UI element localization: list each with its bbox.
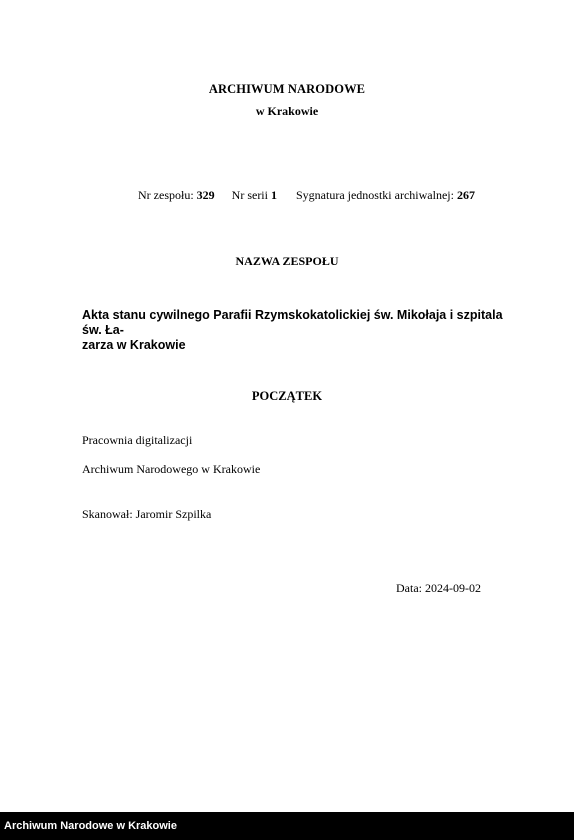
start-heading: POCZĄTEK <box>251 389 323 403</box>
series-number-label: Nr serii <box>231 188 268 202</box>
archive-city-heading: w Krakowie <box>255 104 319 118</box>
digitization-studio-text: Pracownia digitalizacji <box>82 433 193 447</box>
scan-date: Data: 2024-09-02 <box>396 581 481 595</box>
series-number-value: 1 <box>270 188 277 202</box>
identifiers-line <box>138 188 475 203</box>
fonds-heading: NAZWA ZESPOŁU <box>235 254 339 268</box>
fonds-number-value: 329 <box>196 188 215 202</box>
footer-text: Archiwum Narodowe w Krakowie <box>4 820 177 832</box>
signature-value: 267 <box>456 188 475 202</box>
archive-name-heading: ARCHIWUM NARODOWE <box>208 82 366 96</box>
scanned-by-text: Skanował: Jaromir Szpilka <box>82 507 212 521</box>
fonds-title-line-2: zarza w Krakowie <box>82 338 186 352</box>
footer-bar <box>0 812 574 840</box>
fonds-number-label: Nr zespołu: <box>138 188 194 202</box>
archive-owner-text: Archiwum Narodowego w Krakowie <box>82 462 261 476</box>
signature-label: Sygnatura jednostki archiwalnej: <box>295 188 454 202</box>
fonds-title <box>82 308 522 353</box>
fonds-title-line-1: Akta stanu cywilnego Parafii Rzymskokatolickiej św. Mikołaja i szpitala św. Ła- <box>82 308 503 337</box>
